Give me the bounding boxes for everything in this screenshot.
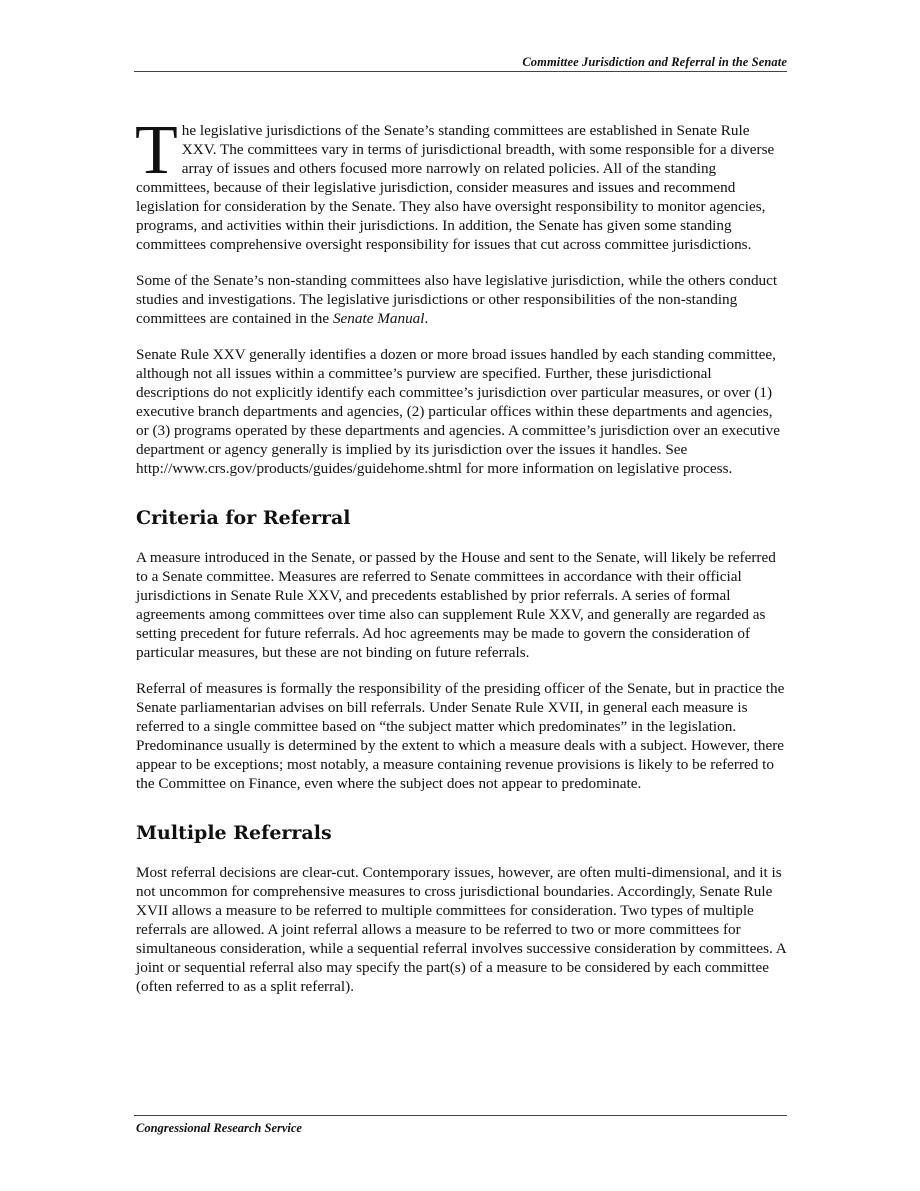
intro-paragraph-2 bbox=[136, 271, 786, 328]
intro-paragraph-1 bbox=[135, 112, 786, 254]
footer-divider bbox=[134, 1115, 787, 1116]
criteria-paragraph-1: A measure introduced in the Senate, or passed by the House and sent to the Senate, will likely be referred to a Senate committee. Measures are referred to Senate committees in accordance with their official jurisdictions in Senate Rule XXV, and precedents established by prior referrals. A series of formal agreements among committees over time also can supplement Rule XXV, and generally are regarded as setting precedent for future referrals. Ad hoc agreements may be made to govern the consideration of particular measures, but these are not binding on future referrals. bbox=[136, 549, 776, 661]
criteria-paragraph-2: Referral of measures is formally the responsibility of the presiding officer of the Senate, but in practice the Senate parliamentarian advises on bill referrals. Under Senate Rule XVII, in general each measure is referred to a single committee based on “the subject matter which predominates” in the legislation. Predominance usually is determined by the extent to which a measure deals with a subject. However, there appear to be exceptions; most notably, a measure containing revenue provisions is likely to be referred to the Committee on Finance, even where the subject does not appear to predominate. bbox=[136, 680, 785, 792]
intro-paragraph-3: Senate Rule XXV generally identifies a dozen or more broad issues handled by each standing committee, although not all issues within a committee’s purview are specified. Further, these jurisdictional descriptions do not explicitly identify each committee’s jurisdiction over particular measures, or over (1) executive branch departments and agencies, (2) particular offices within these departments and agencies, or (3) programs operated by these departments and agencies. A committee’s jurisdiction over an executive department or agency generally is implied by its jurisdiction over the issues it handles. See http://www.crs.gov/products/guides/guidehome.shtml for more information on legislative process. bbox=[136, 346, 780, 477]
intro-paragraph-1-text: he legislative jurisdictions of the Senate’s standing committees are established in Senate Rule XXV. The committees vary in terms of jurisdictional breadth, with some responsible for a diverse array of issues and others focused more narrowly on related policies. All of the standing committees, because of their legislative jurisdiction, consider measures and issues and recommend legislation for consideration by the Senate. They also have oversight responsibility to monitor agencies, programs, and activities within their jurisdictions. In addition, the Senate has given some standing committees comprehensive oversight responsibility for issues that cut across committee jurisdictions. bbox=[136, 122, 775, 253]
senate-manual-title: Senate Manual bbox=[332, 310, 425, 327]
section-heading-multiple-referrals: Multiple Referrals bbox=[136, 822, 332, 844]
header-divider bbox=[134, 71, 787, 72]
drop-cap-letter: T bbox=[135, 112, 178, 189]
running-header-title: Committee Jurisdiction and Referral in the Senate bbox=[522, 55, 787, 69]
multiple-referrals-paragraph-1: Most referral decisions are clear-cut. Contemporary issues, however, are often multi-dimensional, and it is not uncommon for comprehensive measures to cross jurisdictional boundaries. Accordingly, Senate Rule XVII allows a measure to be referred to multiple committees for consideration. Two types of multiple referrals are allowed. A joint referral allows a measure to be referred to two or more committees for simultaneous consideration, while a sequential referral involves successive consideration by committees. A joint or sequential referral also may specify the part(s) of a measure to be considered by each committee (often referred to as a split referral). bbox=[136, 864, 786, 995]
footer-publisher: Congressional Research Service bbox=[136, 1121, 302, 1135]
intro-paragraph-2-end: . bbox=[424, 310, 429, 327]
intro-paragraph-2-text: Some of the Senate’s non-standing committees also have legislative jurisdiction, while the others conduct studies and investigations. The legislative jurisdictions or other responsibilities of the non-standing committees are contained in the bbox=[136, 272, 778, 327]
section-heading-criteria: Criteria for Referral bbox=[136, 507, 351, 529]
document-body bbox=[135, 112, 786, 1013]
